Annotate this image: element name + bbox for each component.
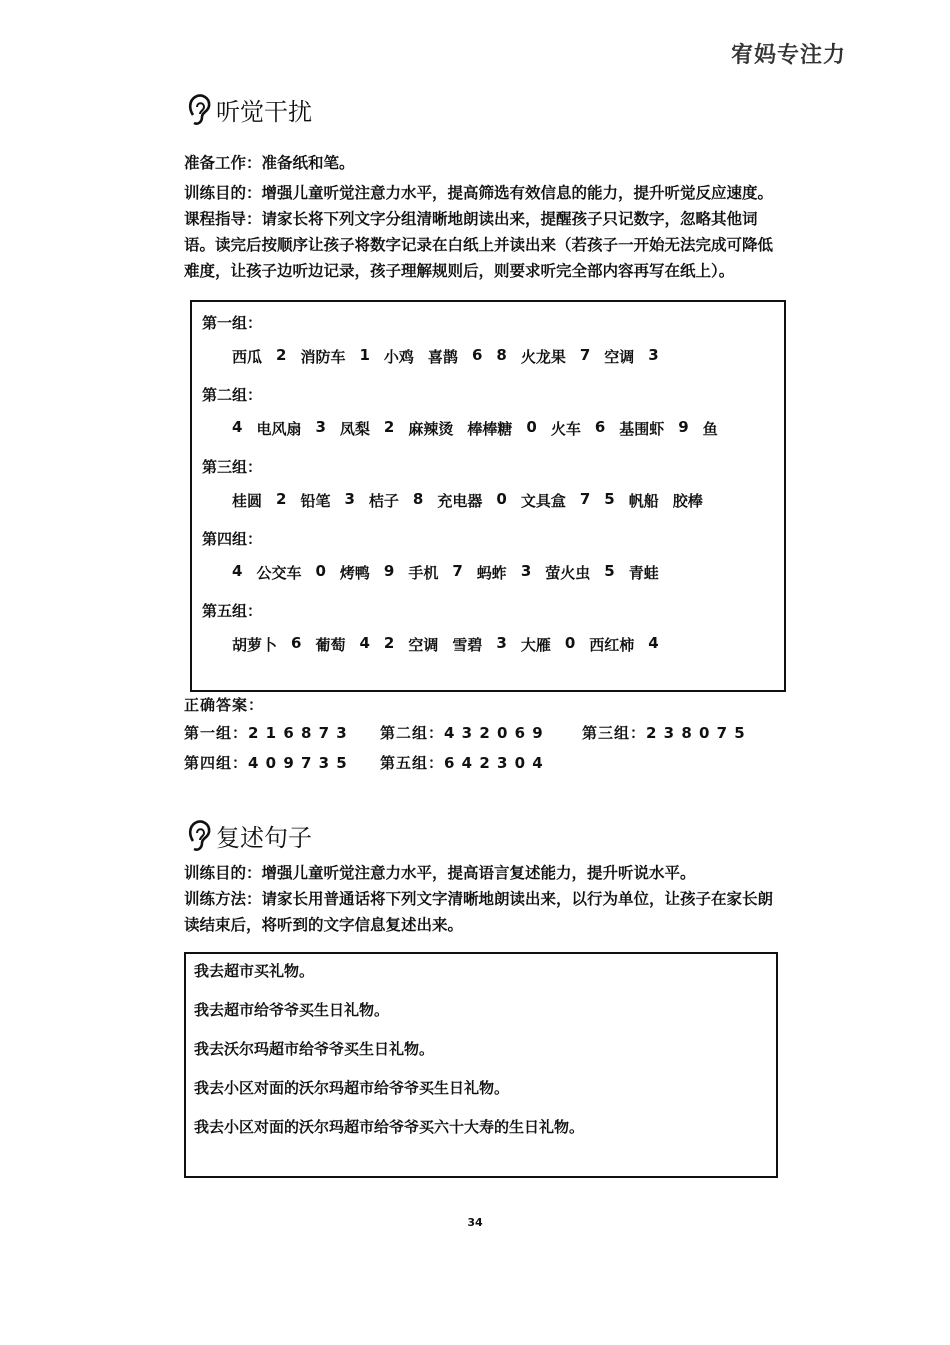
group-item: 手机 <box>408 564 439 582</box>
group-item: 4 <box>359 634 370 652</box>
header-title: 宥妈专注力 <box>730 43 846 68</box>
group-item: 9 <box>678 418 689 436</box>
group-item: 7 <box>579 346 591 364</box>
group-item: 充电器 <box>437 492 483 510</box>
group-item: 0 <box>526 418 537 436</box>
group-item: 火龙果 <box>520 348 566 366</box>
group-label: 第二组： <box>202 386 263 404</box>
group-item: 6 <box>594 418 606 436</box>
section2-title-text: 复述句子 <box>216 824 312 852</box>
group-item: 2 <box>276 346 287 364</box>
group-item: 3 <box>344 490 355 508</box>
group-item: 0 <box>315 562 326 580</box>
group-item: 8 <box>496 346 507 364</box>
group-item: 铅笔 <box>300 492 331 510</box>
group-item: 4 <box>232 562 243 580</box>
group-item: 凤梨 <box>339 420 370 438</box>
group-item: 7 <box>579 490 591 508</box>
group-item: 0 <box>496 490 507 508</box>
goal-text: 训练目的：增强儿童听觉注意力水平，提高筛选有效信息的能力，提升听觉反应速度。 <box>184 184 774 202</box>
group-label: 第五组： <box>202 602 263 620</box>
group-items <box>232 346 659 367</box>
group-item: 大雁 <box>520 636 551 654</box>
group-item: 2 <box>276 490 287 508</box>
group-label: 第一组： <box>202 314 263 332</box>
group-item: 青蛙 <box>628 564 659 582</box>
sentence-line: 我去沃尔玛超市给爷爷买生日礼物。 <box>194 1040 435 1058</box>
group-item: 3 <box>648 346 659 364</box>
group-item: 2 <box>383 418 395 436</box>
answers-title: 正确答案： <box>184 696 265 714</box>
group-item: 7 <box>452 562 463 580</box>
section1-title <box>186 92 312 127</box>
group-item: 1 <box>359 346 370 364</box>
group-item: 空调 <box>408 636 439 654</box>
group-item: 麻辣烫 <box>408 420 454 438</box>
section2-intro <box>184 860 784 938</box>
group-item: 电风扇 <box>256 420 302 438</box>
group-item: 2 <box>383 634 395 652</box>
group-item: 0 <box>564 634 576 652</box>
group-item: 4 <box>648 634 659 652</box>
number-group-box <box>190 300 786 692</box>
group-item: 葡萄 <box>315 636 346 654</box>
ear-icon <box>186 93 212 127</box>
group-item: 公交车 <box>256 564 302 582</box>
group-item: 雪碧 <box>452 636 483 654</box>
answer-group-3: 第三组：2 3 8 0 7 5 <box>582 724 746 742</box>
group-item: 萤火虫 <box>545 564 591 582</box>
group-item: 胡萝卜 <box>232 636 278 654</box>
sentence-box <box>184 952 778 1178</box>
group-item: 小鸡 <box>383 348 414 366</box>
group-items <box>232 490 703 511</box>
group-item: 3 <box>520 562 532 580</box>
answer-group-1: 第一组：2 1 6 8 7 3 <box>184 724 348 742</box>
page-number: 34 <box>467 1216 483 1229</box>
goal-text: 训练目的：增强儿童听觉注意力水平，提高语言复述能力，提升听说水平。 <box>184 864 696 882</box>
answer-group-2: 第二组：4 3 2 0 6 9 <box>380 724 544 742</box>
group-item: 空调 <box>604 348 635 366</box>
group-item: 文具盒 <box>520 492 566 510</box>
group-item: 棒棒糖 <box>467 420 513 438</box>
group-item: 胶棒 <box>672 492 703 510</box>
group-item: 6 <box>291 634 302 652</box>
group-item: 5 <box>604 490 615 508</box>
group-items <box>232 562 659 583</box>
group-item: 3 <box>315 418 326 436</box>
group-item: 鱼 <box>702 420 718 438</box>
answer-group-4: 第四组：4 0 9 7 3 5 <box>184 754 348 772</box>
group-item: 桂圆 <box>232 492 263 510</box>
group-item: 蚂蚱 <box>476 564 507 582</box>
group-item: 火车 <box>550 420 581 438</box>
section1-title-text: 听觉干扰 <box>216 98 312 126</box>
answer-group-5: 第五组：6 4 2 3 0 4 <box>380 754 544 772</box>
group-item: 烤鸭 <box>339 564 370 582</box>
group-item: 桔子 <box>368 492 399 510</box>
answers-block <box>184 694 784 774</box>
group-items <box>232 634 659 655</box>
method-text: 训练方法：请家长用普通话将下列文字清晰地朗读出来，以行为单位，让孩子在家长朗读结束后，将听到的文字信息复述出来。 <box>184 890 774 934</box>
group-item: 帆船 <box>628 492 659 510</box>
group-item: 6 <box>471 346 483 364</box>
guide-text: 课程指导：请家长将下列文字分组清晰地朗读出来，提醒孩子只记数字，忽略其他词语。读完后按顺序让孩子将数字记录在白纸上并读出来（若孩子一开始无法完成可降低难度，让孩子边听边记录，孩子理解规则后，则要求听完全部内容再写在纸上）。 <box>184 210 774 280</box>
sentence-line: 我去超市买礼物。 <box>194 962 315 980</box>
sentence-line: 我去超市给爷爷买生日礼物。 <box>194 1001 390 1019</box>
group-items <box>232 418 718 439</box>
group-item: 基围虾 <box>619 420 665 438</box>
sentence-line: 我去小区对面的沃尔玛超市给爷爷买生日礼物。 <box>194 1079 510 1097</box>
group-label: 第四组： <box>202 530 263 548</box>
group-item: 3 <box>496 634 507 652</box>
group-item: 9 <box>383 562 395 580</box>
group-label: 第三组： <box>202 458 263 476</box>
section2-title <box>186 818 312 853</box>
group-item: 西红柿 <box>589 636 635 654</box>
group-item: 8 <box>412 490 424 508</box>
group-item: 5 <box>604 562 615 580</box>
group-item: 消防车 <box>300 348 346 366</box>
section1-intro <box>184 150 784 284</box>
group-item: 喜鹊 <box>427 348 458 366</box>
group-item: 4 <box>232 418 243 436</box>
prep-text: 准备工作：准备纸和笔。 <box>184 154 355 172</box>
ear-icon <box>186 819 212 853</box>
group-item: 西瓜 <box>232 348 263 366</box>
sentence-line: 我去小区对面的沃尔玛超市给爷爷买六十大寿的生日礼物。 <box>194 1118 585 1136</box>
